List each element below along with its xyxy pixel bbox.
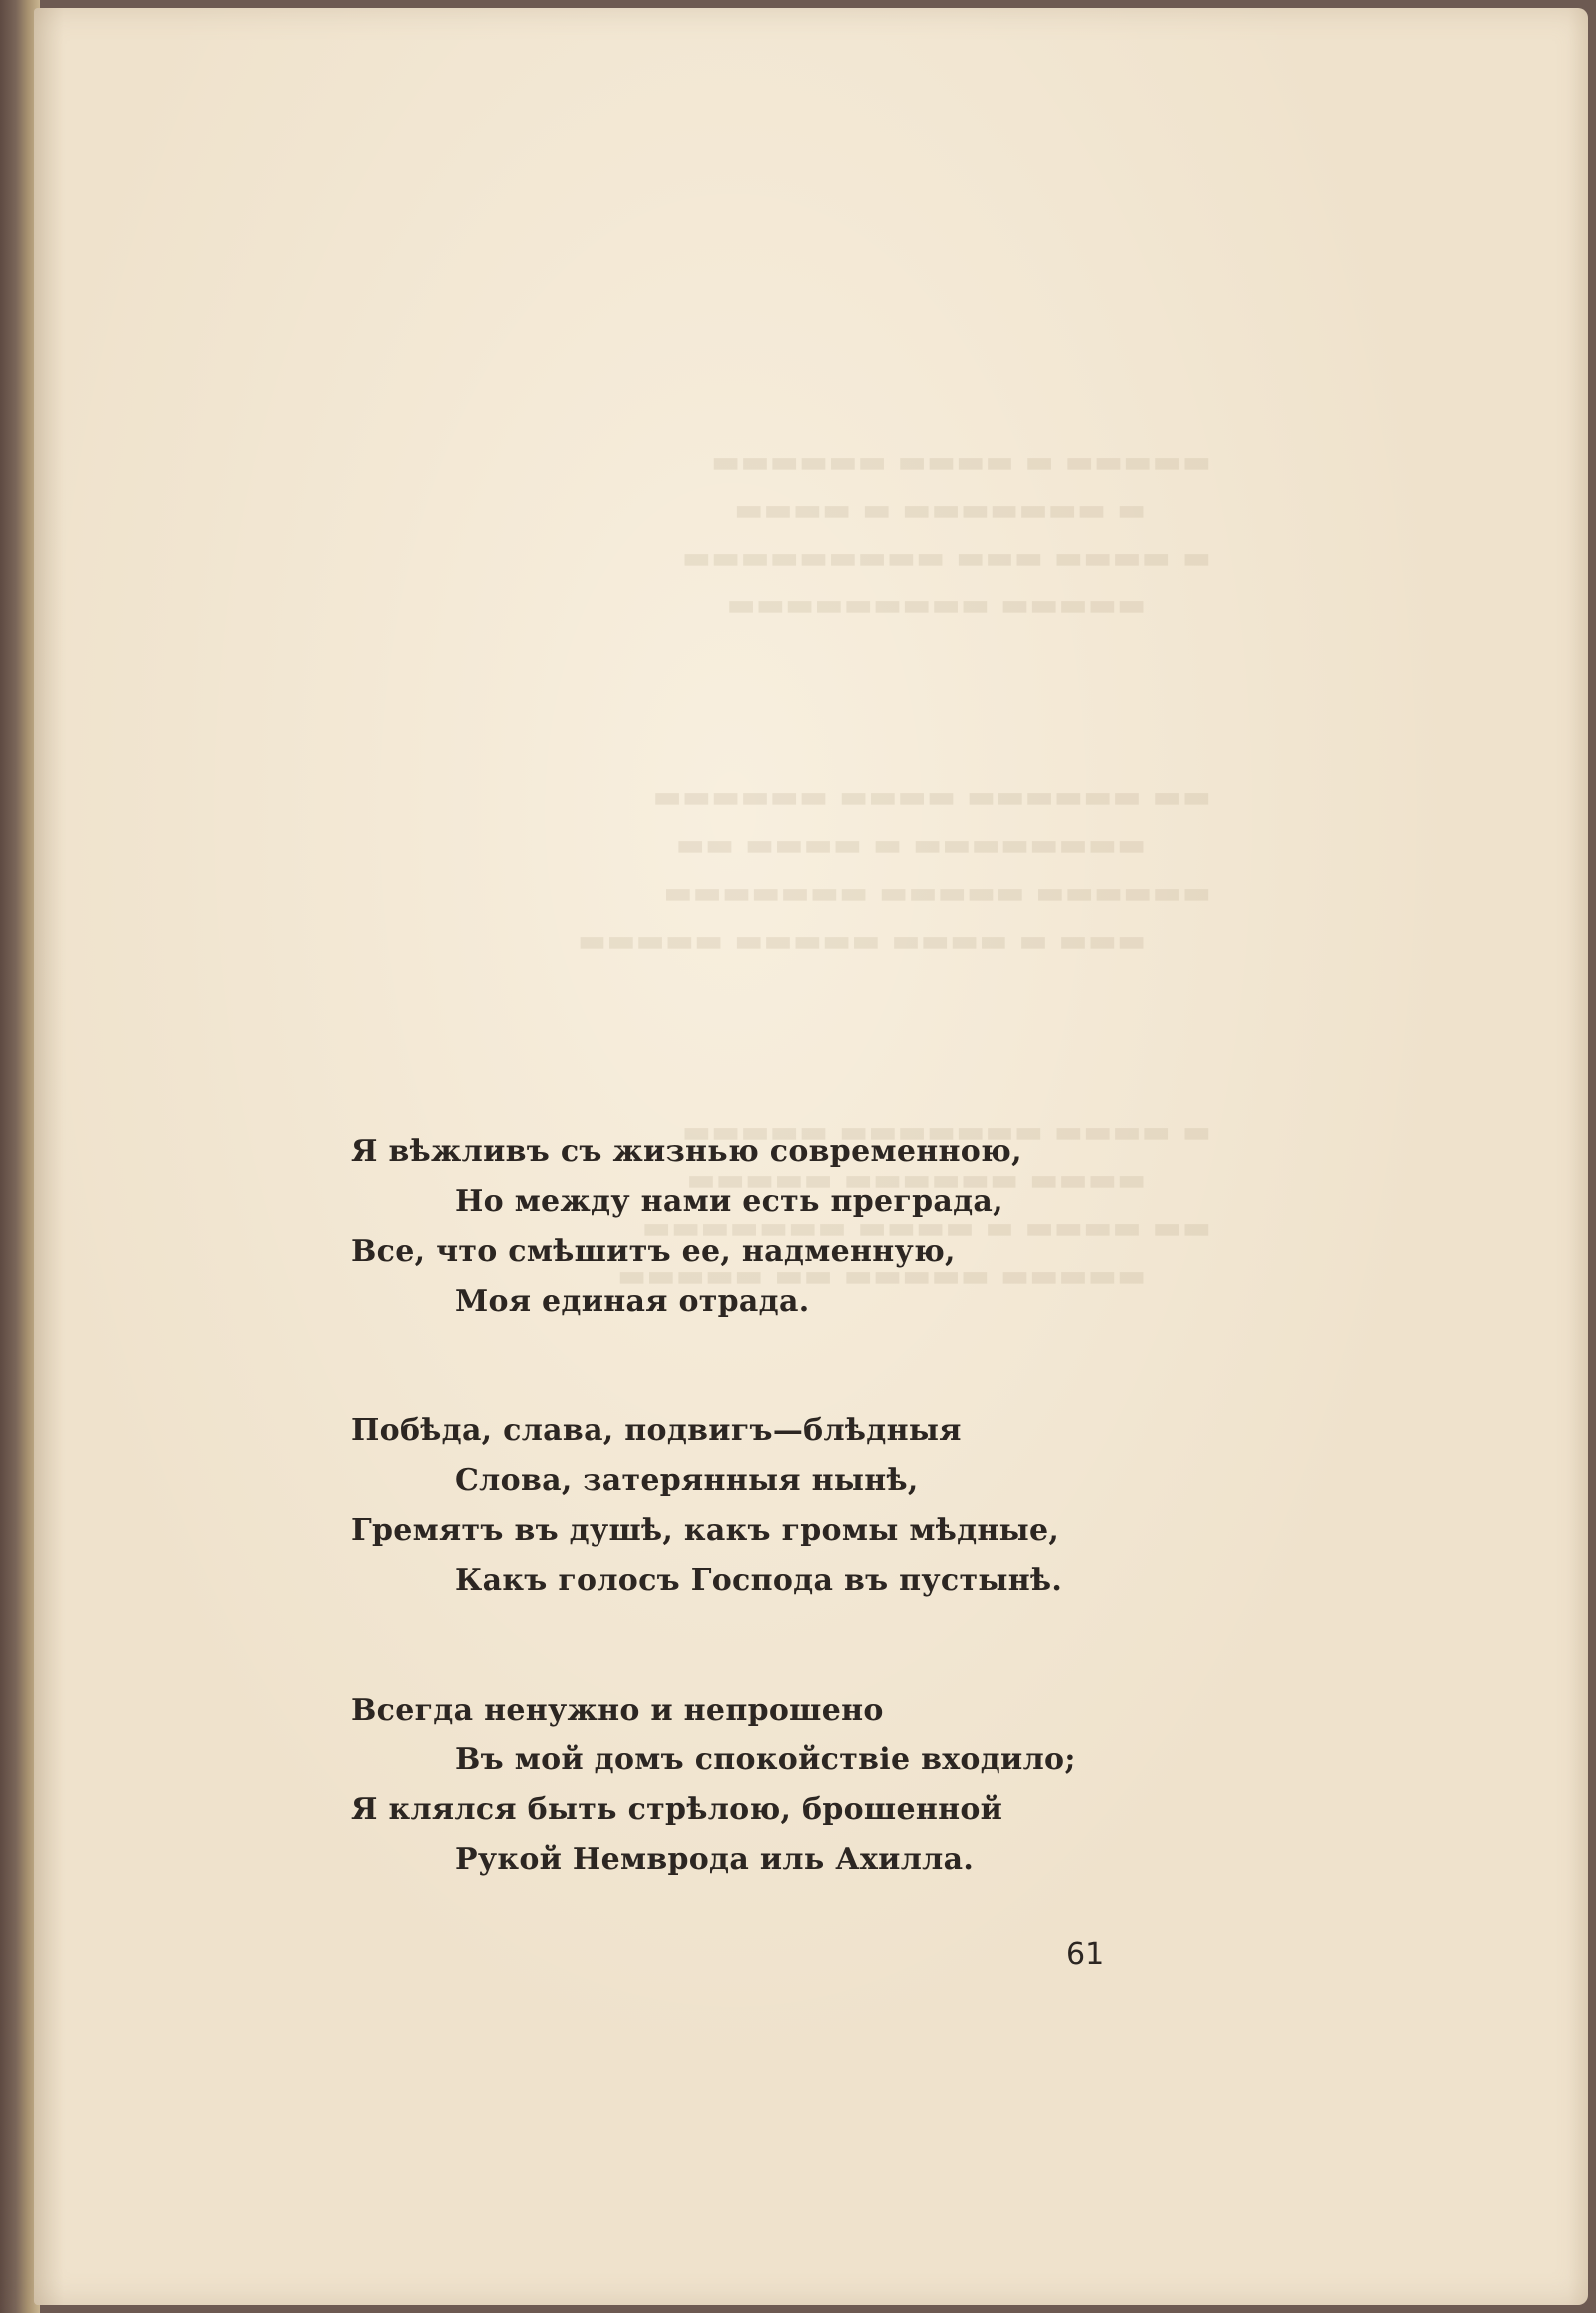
verse-line: Какъ голосъ Господа въ пустынѣ. [455, 1563, 1063, 1598]
page-number: 61 [1066, 1937, 1105, 1972]
stanza-2 [351, 1406, 1076, 1606]
book-page [34, 8, 1588, 2305]
verse-line: Всегда ненужно и непрошено [351, 1693, 884, 1728]
verse-line: Но между нами есть преграда, [455, 1184, 1003, 1219]
verse-line: Слова, затерянныя нынѣ, [455, 1463, 919, 1498]
verse-line: Въ мой домъ спокойствіе входило; [455, 1742, 1076, 1777]
verse-line: Я клялся быть стрѣлою, брошенной [351, 1792, 1003, 1827]
verse-line: Моя единая отрада. [455, 1284, 810, 1319]
verse-line: Гремятъ въ душѣ, какъ громы мѣдные, [351, 1513, 1060, 1548]
verse-line: Рукой Немврода иль Ахилла. [455, 1842, 975, 1877]
verse-line: Все, что смѣшитъ ее, надменную, [351, 1234, 956, 1269]
poem [351, 1127, 1076, 1885]
verse-line: Побѣда, слава, подвигъ—блѣдныя [351, 1413, 962, 1448]
stanza-1 [351, 1127, 1076, 1327]
verse-line: Я вѣжливъ съ жизнью современною, [351, 1134, 1022, 1169]
show-through-bleed: ▬▬▬▬▬ ▬ ▬▬▬▬ ▬▬▬▬▬▬ ▬ ▬▬▬▬▬▬▬ ▬ ▬▬▬▬ ▬ ▬▬▬▬ ▬▬▬ ▬▬▬▬▬▬▬▬▬ ▬▬▬▬▬ ▬▬▬▬▬▬▬▬▬ ▬▬ ▬▬▬▬▬▬ ▬▬▬▬ ▬▬▬▬▬▬ ▬▬▬▬▬▬▬▬ ▬ ▬▬▬▬ ▬▬ ▬▬▬▬▬▬ ▬▬▬▬▬ ▬▬▬▬▬▬▬ ▬▬▬ ▬ ▬▬▬▬ ▬▬▬▬▬ ▬▬▬▬▬ ▬ ▬▬▬▬ ▬▬▬▬▬▬▬ ▬▬▬▬▬ ▬▬▬▬ ▬▬▬▬▬▬ ▬▬▬▬▬ ▬▬ ▬▬▬▬ ▬ ▬▬▬▬ ▬▬▬▬▬▬▬ ▬▬▬▬▬ ▬▬▬▬▬ ▬▬ ▬▬▬▬▬ [577, 444, 1211, 1294]
stanza-3 [351, 1686, 1076, 1885]
